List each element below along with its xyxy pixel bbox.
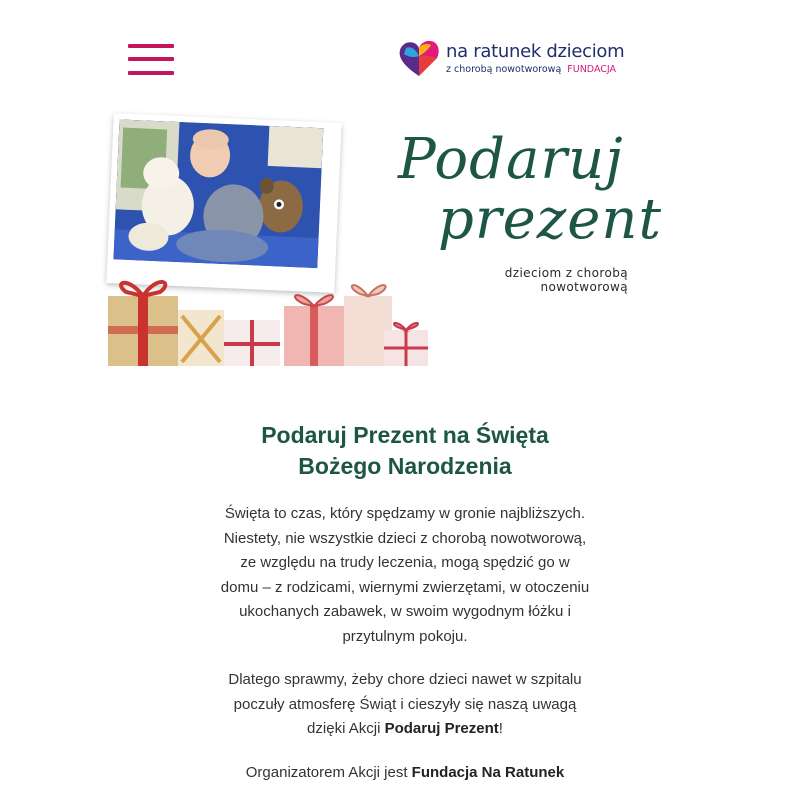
page-title — [220, 420, 590, 482]
heart-logo-icon — [398, 38, 440, 78]
organizer-text: Organizatorem Akcji jest — [245, 763, 412, 781]
hero-subtitle-line2: nowotworową — [540, 280, 628, 294]
foundation-logo[interactable] — [398, 36, 638, 80]
gift-boxes-illustration — [108, 266, 438, 368]
campaign-text: Dlatego sprawmy, żeby chore dzieci nawet w szpitalu poczuły atmosferę Świąt i cieszyły się naszą uwagą dzięki Akcji — [228, 671, 582, 737]
article-content — [220, 420, 590, 804]
organizer-name: Fundacja Na Ratunek — [411, 763, 565, 781]
hero-banner — [108, 116, 668, 368]
hamburger-menu-button[interactable] — [128, 44, 174, 76]
campaign-name: Podaruj Prezent — [384, 720, 499, 737]
logo-sub-text: z chorobą nowotworową — [446, 63, 562, 75]
page-title-line2: Bożego Narodzenia — [298, 453, 512, 479]
logo-name: na ratunek dzieciom — [446, 40, 625, 62]
campaign-text-end: ! — [498, 720, 503, 737]
child-with-teddy-photo — [113, 119, 323, 268]
hero-subtitle — [448, 266, 628, 294]
organizer-paragraph — [220, 761, 590, 786]
hero-subtitle-line1: dzieciom z chorobą — [504, 266, 628, 280]
hero-title-line1: Podaruj — [398, 127, 624, 192]
intro-paragraph: Święta to czas, który spędzamy w gronie najbliższych. Niestety, nie wszystkie dzieci z chorobą nowotworową, ze względu na trudy leczenia, mogą spędzić go w domu – z rodzicami, wiernymi zwierzętami, w otoczeniu ukochanych zabawek, w swoim wygodnym łóżku i przytulnym pokoju. — [220, 505, 590, 645]
logo-fund-text: FUNDACJA — [567, 63, 617, 75]
logo-subtitle — [446, 64, 624, 75]
hero-title-line2: prezent — [438, 187, 662, 252]
page-title-line1: Podaruj Prezent na Święta — [261, 422, 549, 448]
menu-bar-icon — [128, 57, 174, 61]
hero-title — [388, 127, 668, 252]
photo-illustration-icon — [113, 119, 323, 268]
menu-bar-icon — [128, 44, 174, 48]
campaign-paragraph — [220, 668, 590, 742]
menu-bar-icon — [128, 71, 174, 75]
